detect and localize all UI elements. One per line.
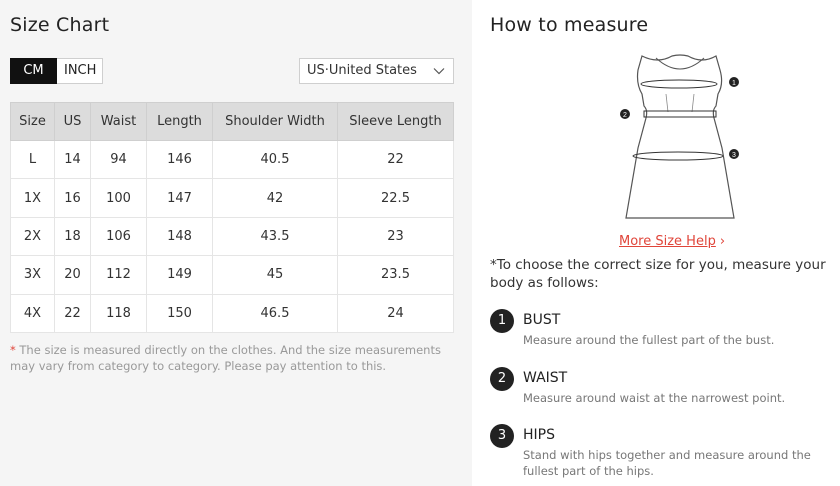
table-cell: 40.5 (213, 141, 338, 179)
size-note (10, 342, 450, 374)
table-cell: 22.5 (338, 179, 454, 217)
table-cell: 146 (147, 141, 213, 179)
table-cell: 118 (91, 294, 147, 332)
table-cell: 14 (55, 141, 91, 179)
step-name: BUST (523, 312, 561, 328)
region-select[interactable] (299, 58, 454, 84)
step-number: 1 (490, 309, 514, 333)
measure-instructions: *To choose the correct size for you, measure your body as follows: (490, 257, 826, 291)
column-header: Sleeve Length (338, 103, 454, 141)
table-cell: 20 (55, 256, 91, 294)
table-cell: 46.5 (213, 294, 338, 332)
chevron-down-icon (433, 65, 445, 77)
table-cell: 2X (11, 217, 55, 255)
table-cell: L (11, 141, 55, 179)
more-size-help-link[interactable] (619, 234, 725, 249)
waist-marker: 2 (623, 112, 627, 119)
hips-marker: 3 (732, 152, 736, 159)
table-row (11, 179, 454, 217)
table-cell: 150 (147, 294, 213, 332)
table-row (11, 141, 454, 179)
how-to-measure-panel (472, 0, 840, 486)
dress-diagram (620, 50, 740, 226)
more-size-help-label: More Size Help (619, 234, 716, 249)
table-cell: 149 (147, 256, 213, 294)
unit-inch-button[interactable]: INCH (57, 58, 103, 84)
table-row (11, 256, 454, 294)
table-cell: 42 (213, 179, 338, 217)
table-cell: 24 (338, 294, 454, 332)
note-text: The size is measured directly on the clothes. And the size measurements may vary from category to category. Please pay attention to this. (10, 343, 441, 373)
step-number: 3 (490, 424, 514, 448)
note-asterisk: * (10, 343, 16, 357)
table-cell: 94 (91, 141, 147, 179)
table-cell: 147 (147, 179, 213, 217)
table-cell: 3X (11, 256, 55, 294)
size-table-header (11, 103, 454, 141)
unit-toggle (10, 58, 103, 84)
step-name: HIPS (523, 427, 555, 443)
table-cell: 45 (213, 256, 338, 294)
table-cell: 23 (338, 217, 454, 255)
chevron-right-icon: › (719, 234, 726, 249)
table-cell: 43.5 (213, 217, 338, 255)
bust-marker: 1 (732, 80, 736, 87)
table-cell: 22 (55, 294, 91, 332)
size-table (10, 102, 454, 333)
column-header: Length (147, 103, 213, 141)
step-description: Measure around the fullest part of the bust. (523, 333, 775, 347)
table-cell: 22 (338, 141, 454, 179)
table-cell: 112 (91, 256, 147, 294)
table-cell: 18 (55, 217, 91, 255)
column-header: Waist (91, 103, 147, 141)
region-select-value: US·United States (307, 63, 417, 78)
table-cell: 1X (11, 179, 55, 217)
table-row (11, 294, 454, 332)
step-number: 2 (490, 367, 514, 391)
table-row (11, 217, 454, 255)
table-cell: 100 (91, 179, 147, 217)
table-cell: 148 (147, 217, 213, 255)
step-description: Stand with hips together and measure around the fullest part of the hips. (523, 448, 811, 478)
how-to-measure-title: How to measure (490, 14, 649, 36)
unit-cm-button[interactable]: CM (10, 58, 57, 84)
table-cell: 23.5 (338, 256, 454, 294)
step-description: Measure around waist at the narrowest point. (523, 391, 786, 405)
size-chart-title: Size Chart (10, 14, 110, 36)
step-name: WAIST (523, 370, 568, 386)
column-header: US (55, 103, 91, 141)
table-cell: 106 (91, 217, 147, 255)
table-cell: 16 (55, 179, 91, 217)
column-header: Size (11, 103, 55, 141)
column-header: Shoulder Width (213, 103, 338, 141)
table-cell: 4X (11, 294, 55, 332)
